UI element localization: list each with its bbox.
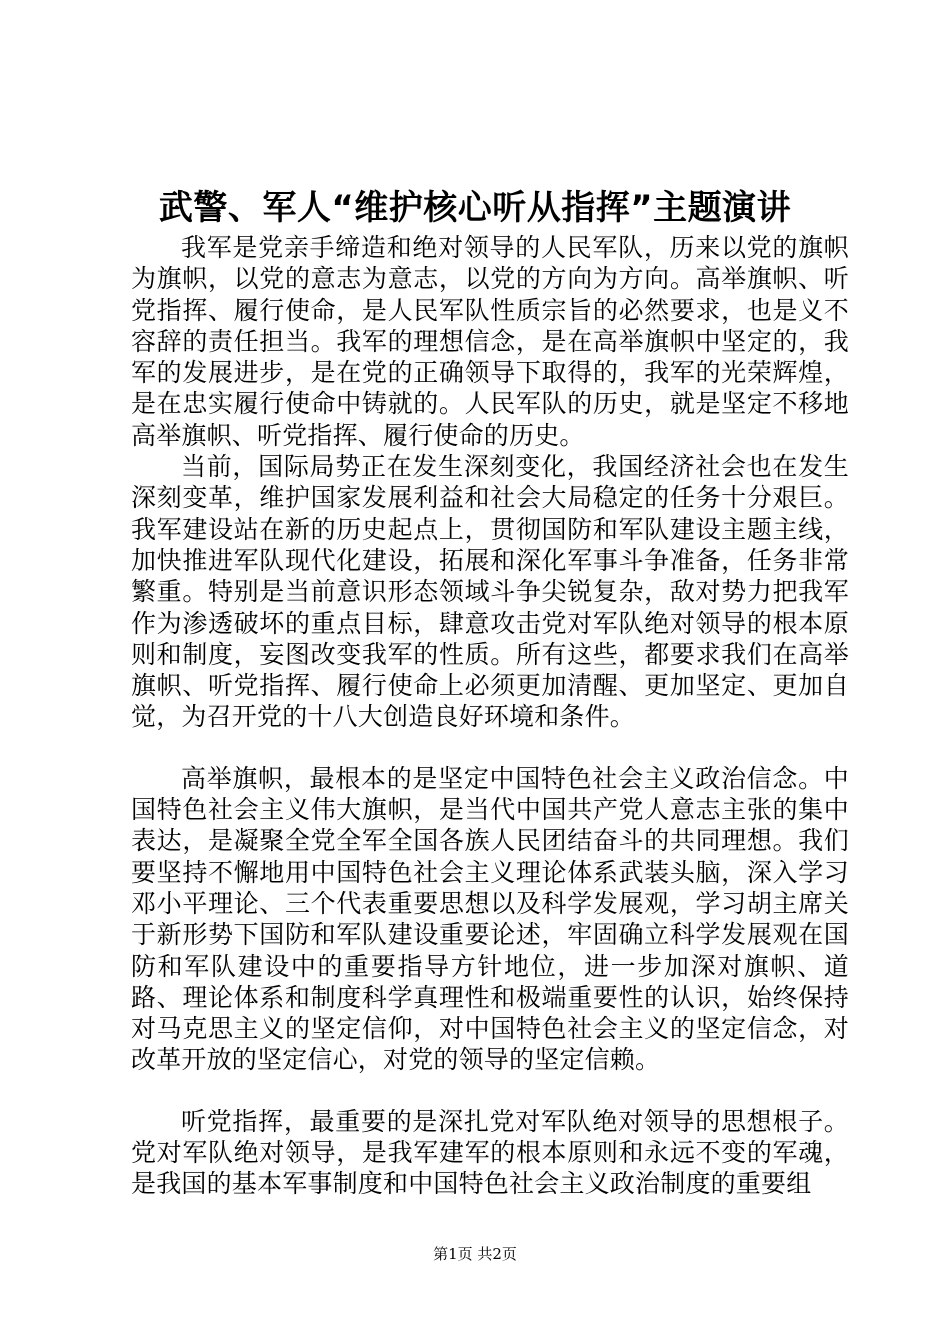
paragraph-3: 高举旗帜，最根本的是坚定中国特色社会主义政治信念。中国特色社会主义伟大旗帜，是当代中国共产党人意志主张的集中表达，是凝聚全党全军全国各族人民团结奋斗的共同理想。我们要坚持不懈地用中国特色社会主义理论体系武装头脑，深入学习邓小平理论、三个代表重要思想以及科学发展观，学习胡主席关于新形势下国防和军队建设重要论述，牢固确立科学发展观在国防和军队建设中的重要指导方针地位，进一步加深对旗帜、道路、理论体系和制度科学真理性和极端重要性的认识，始终保持对马克思主义的坚定信仰，对中国特色社会主义的坚定信念，对改革开放的坚定信心，对党的领导的坚定信赖。 [131, 763, 849, 1075]
document-body [131, 232, 849, 1200]
paragraph-4: 听党指挥，最重要的是深扎党对军队绝对领导的思想根子。党对军队绝对领导，是我军建军的根本原则和永远不变的军魂，是我国的基本军事制度和中国特色社会主义政治制度的重要组 [131, 1106, 849, 1199]
paragraph-2: 当前，国际局势正在发生深刻变化，我国经济社会也在发生深刻变革，维护国家发展利益和社会大局稳定的任务十分艰巨。我军建设站在新的历史起点上，贯彻国防和军队建设主题主线，加快推进军队现代化建设，拓展和深化军事斗争准备，任务非常繁重。特别是当前意识形态领域斗争尖锐复杂，敌对势力把我军作为渗透破坏的重点目标，肆意攻击党对军队绝对领导的根本原则和制度，妄图改变我军的性质。所有这些，都要求我们在高举旗帜、听党指挥、履行使命上必须更加清醒、更加坚定、更加自觉，为召开党的十八大创造良好环境和条件。 [131, 452, 849, 732]
page-indicator: 第1页 共2页 [433, 1245, 517, 1263]
document-title: 武警、军人“维护核心听从指挥”主题演讲 [158, 188, 792, 228]
paragraph-1: 我军是党亲手缔造和绝对领导的人民军队，历来以党的旗帜为旗帜，以党的意志为意志，以党的方向为方向。高举旗帜、听党指挥、履行使命，是人民军队性质宗旨的必然要求，也是义不容辞的责任担当。我军的理想信念，是在高举旗帜中坚定的，我军的发展进步，是在党的正确领导下取得的，我军的光荣辉煌，是在忠实履行使命中铸就的。人民军队的历史，就是坚定不移地高举旗帜、听党指挥、履行使命的历史。 [131, 233, 849, 450]
